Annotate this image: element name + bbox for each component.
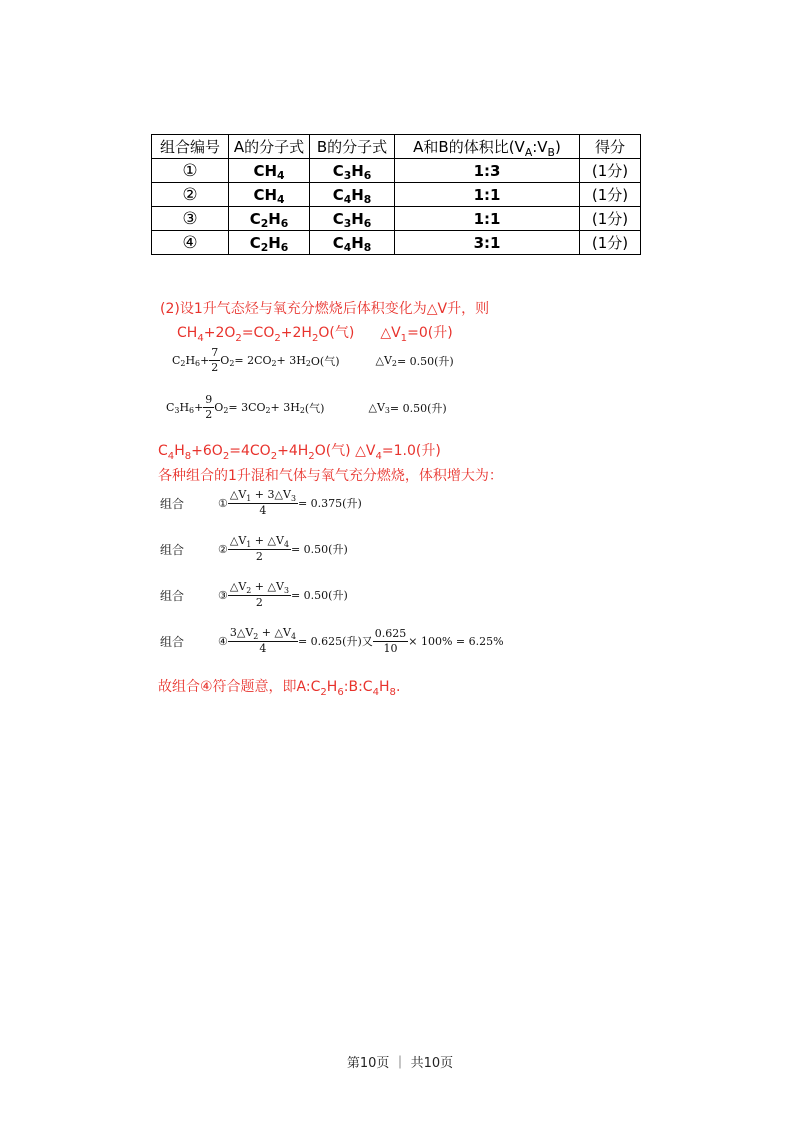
formula-b: $C_4H_8$ bbox=[310, 183, 395, 207]
fraction: $\frac{\triangle V_1 + \triangle V_4}{2}$ bbox=[229, 534, 289, 563]
volume-ratio: 1:3 bbox=[395, 159, 580, 183]
formula-a: $CH_4$ bbox=[229, 183, 310, 207]
header-score: 得分 bbox=[580, 135, 641, 159]
score: (1分) bbox=[580, 183, 641, 207]
conclusion-line: 故组合④符合题意，即$A:C_2H_6:B:C_4H_8$. bbox=[158, 679, 401, 698]
score: (1分) bbox=[580, 159, 641, 183]
table-row bbox=[152, 159, 641, 183]
intro-line: (2)设1升气态烃与氧充分燃烧后体积变化为△V升，则 bbox=[160, 301, 490, 317]
page-footer: 第10页 ｜ 共10页 bbox=[346, 1056, 454, 1071]
c2h6-equation: C 2 H 6 + $\frac{7}{2}$ O 2 = 2CO 2 + 3H 2 O(气) △V 2 = 0.50(升) bbox=[172, 346, 454, 374]
header-volume-ratio: A和B的体积比$(V_A:V_B)$ bbox=[395, 135, 580, 159]
score: (1分) bbox=[580, 231, 641, 255]
formula-b: $C_4H_8$ bbox=[310, 231, 395, 255]
fraction: $\frac{\triangle V_2 + \triangle V_3}{2}$ bbox=[229, 580, 289, 609]
header-combo-no: 组合编号 bbox=[152, 135, 229, 159]
combo-4: 组合 ④ $\frac{3\triangle V_2 + \triangle V_4}{4}$ = 0.625(升)又 $\frac{0.625}{10}$ × 100% = 6.25% bbox=[160, 626, 504, 655]
volume-ratio: 3:1 bbox=[395, 231, 580, 255]
table-row bbox=[152, 207, 641, 231]
fraction: $\frac{7}{2}$ bbox=[211, 346, 219, 374]
table-row bbox=[152, 183, 641, 207]
formula-b: $C_3H_6$ bbox=[310, 207, 395, 231]
combo-2: 组合 ② $\frac{\triangle V_1 + \triangle V_4}{2}$ = 0.50(升) bbox=[160, 534, 348, 563]
formula-a: $CH_4$ bbox=[229, 159, 310, 183]
combo-1: 组合 ① $\frac{\triangle V_1 + 3\triangle V_3}{4}$ = 0.375(升) bbox=[160, 488, 362, 517]
c3h6-equation: C 3 H 6 + $\frac{9}{2}$ O 2 = 3CO 2 + 3H 2 (气) △V 3 = 0.50(升) bbox=[166, 393, 447, 421]
answer-table bbox=[151, 134, 641, 255]
table-header-row bbox=[152, 135, 641, 159]
header-a-formula: A的分子式 bbox=[229, 135, 310, 159]
fraction: $\frac{9}{2}$ bbox=[205, 393, 213, 421]
volume-ratio: 1:1 bbox=[395, 183, 580, 207]
fraction: $\frac{3\triangle V_2 + \triangle V_4}{4}$ bbox=[229, 626, 296, 655]
volume-ratio: 1:1 bbox=[395, 207, 580, 231]
combo-3: 组合 ③ $\frac{\triangle V_2 + \triangle V_3}{2}$ = 0.50(升) bbox=[160, 580, 348, 609]
combo-number: ① bbox=[152, 159, 229, 183]
score: (1分) bbox=[580, 207, 641, 231]
combo-number: ③ bbox=[152, 207, 229, 231]
summary-line: 各种组合的1升混和气体与氧气充分燃烧，体积增大为： bbox=[158, 468, 503, 484]
formula-a: $C_2H_6$ bbox=[229, 207, 310, 231]
header-b-formula: B的分子式 bbox=[310, 135, 395, 159]
fraction: $\frac{0.625}{10}$ bbox=[374, 626, 407, 655]
combo-number: ④ bbox=[152, 231, 229, 255]
ch4-equation: $CH_4+2O_2=CO_2+2H_2O$(气) $\triangle V_1=0$(升) bbox=[177, 325, 453, 344]
formula-b: $C_3H_6$ bbox=[310, 159, 395, 183]
c4h8-equation: $C_4H_8+6O_2=4CO_2+4H_2O$(气) $\triangle V_4=1.0$(升) bbox=[158, 443, 441, 462]
table-row bbox=[152, 231, 641, 255]
combo-number: ② bbox=[152, 183, 229, 207]
formula-a: $C_2H_6$ bbox=[229, 231, 310, 255]
fraction: $\frac{\triangle V_1 + 3\triangle V_3}{4}$ bbox=[229, 488, 296, 517]
